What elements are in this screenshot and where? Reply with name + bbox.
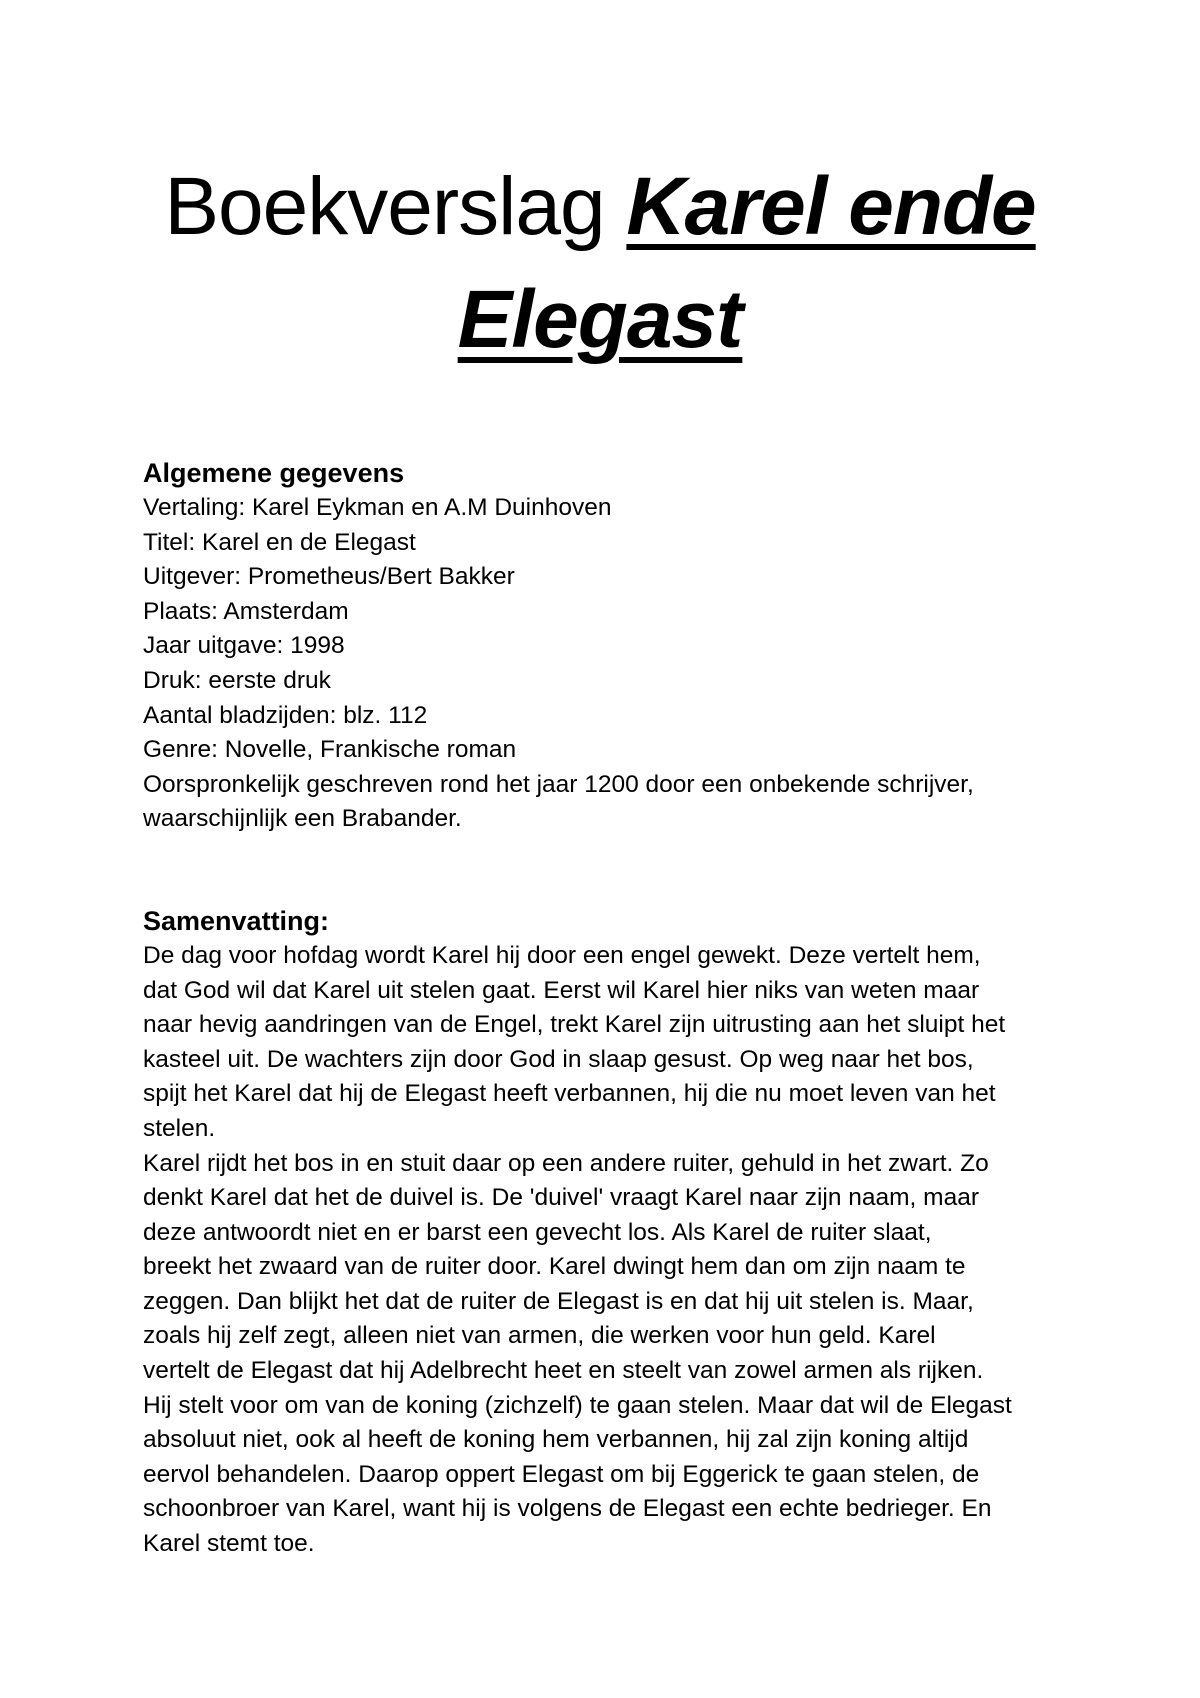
summary-line: naar hevig aandringen van de Engel, trekt Karel zijn uitrusting aan het sluipt het [143,1011,1006,1039]
title-book-name: Karel ende Elegast [457,161,1036,365]
general-line-translation: Vertaling: Karel Eykman en A.M Duinhoven [143,494,612,521]
summary-heading: Samenvatting: [143,905,330,936]
summary-line: zoals hij zelf zegt, alleen niet van armen, die werken voor hun geld. Karel [143,1322,936,1350]
document-title [140,150,1060,376]
document-body [143,455,1083,1562]
summary-line: breekt het zwaard van de ruiter door. Karel dwingt hem dan om zijn naam te [143,1253,966,1281]
summary-line: De dag voor hofdag wordt Karel hij door een engel gewekt. Deze vertelt hem, [143,941,981,969]
summary-line: Karel rijdt het bos in en stuit daar op een andere ruiter, gehuld in het zwart. Zo [143,1149,989,1177]
summary-line: deze antwoordt niet en er barst een gevecht los. Als Karel de ruiter slaat, [143,1218,932,1246]
general-line-year: Jaar uitgave: 1998 [143,632,345,660]
general-line-title: Titel: Karel en de Elegast [143,528,416,556]
summary-line: eervol behandelen. Daarop oppert Elegast om bij Eggerick te gaan stelen, de [143,1460,980,1488]
summary-line: denkt Karel dat het de duivel is. De 'duivel' vraagt Karel naar zijn naam, maar [143,1184,979,1212]
general-line-place: Plaats: Amsterdam [143,597,349,625]
general-line-origin: Oorspronkelijk geschreven rond het jaar 1200 door een onbekende schrijver, [143,770,974,798]
section-spacer [143,837,1083,903]
summary-line: vertelt de Elegast dat hij Adelbrecht heet en steelt van zowel armen als rijken. [143,1357,984,1385]
summary-line: stelen. [143,1114,216,1142]
general-line-edition: Druk: eerste druk [143,666,331,694]
general-line-pages: Aantal bladzijden: blz. 112 [143,701,428,729]
general-line-genre: Genre: Novelle, Frankische roman [143,736,517,764]
summary-line: Karel stemt toe. [143,1530,315,1558]
summary-line: absoluut niet, ook al heeft de koning hem verbannen, hij zal zijn koning altijd [143,1426,969,1454]
summary-line: kasteel uit. De wachters zijn door God in slaap gesust. Op weg naar het bos, [143,1045,974,1073]
summary-line: schoonbroer van Karel, want hij is volgens de Elegast een echte bedrieger. En [143,1495,992,1523]
title-plain: Boekverslag [164,161,605,252]
summary-line: dat God wil dat Karel uit stelen gaat. Eerst wil Karel hier niks van weten maar [143,976,980,1004]
general-line-origin-cont: waarschijnlijk een Brabander. [143,805,462,833]
general-line-publisher: Uitgever: Prometheus/Bert Bakker [143,563,515,591]
summary-line: spijt het Karel dat hij de Elegast heeft verbannen, hij die nu moet leven van het [143,1080,996,1108]
summary-line: Hij stelt voor om van de koning (zichzelf) te gaan stelen. Maar dat wil de Elegast [143,1391,1012,1419]
summary-line: zeggen. Dan blijkt het dat de ruiter de Elegast is en dat hij uit stelen is. Maar, [143,1287,974,1315]
general-data-heading: Algemene gegevens [143,458,405,488]
